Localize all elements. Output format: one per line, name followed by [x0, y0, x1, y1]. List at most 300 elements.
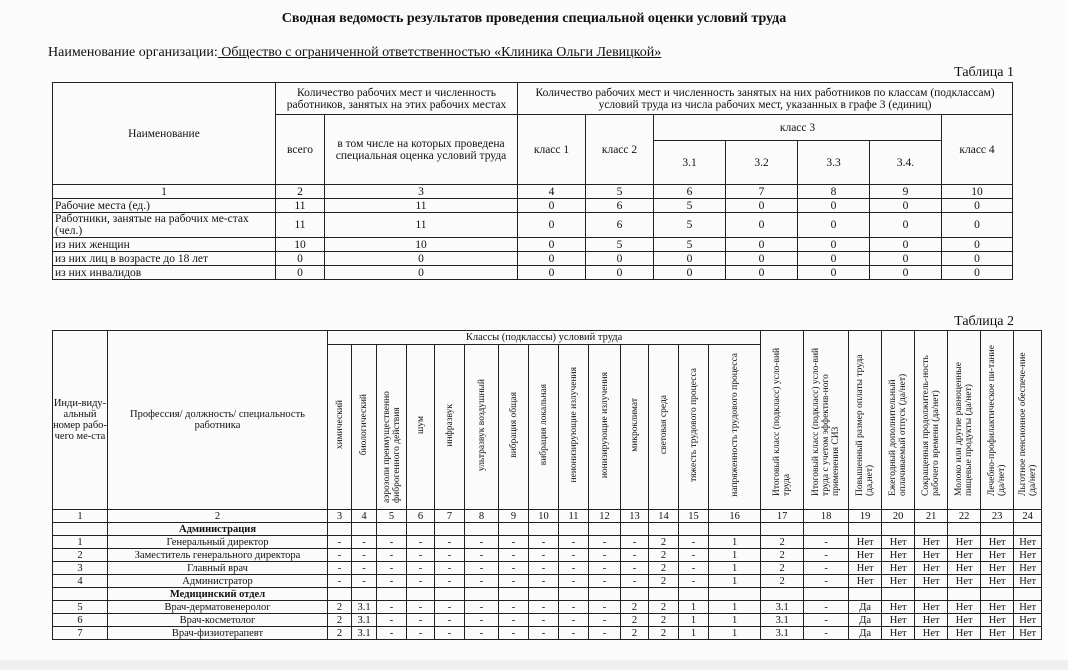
table-cell: 0: [654, 266, 726, 280]
table-cell: -: [559, 601, 589, 614]
table-cell: -: [679, 536, 709, 549]
header-factor-column: [352, 345, 377, 510]
row-label: из них женщин: [53, 238, 276, 252]
table-cell: -: [407, 601, 435, 614]
table-row: [53, 252, 1013, 266]
table-cell: -: [465, 614, 499, 627]
table-cell: 0: [726, 252, 798, 266]
header-factor-column: [559, 345, 589, 510]
table-cell: Нет: [882, 536, 915, 549]
table-cell: 0: [870, 238, 942, 252]
table-cell: 5: [654, 199, 726, 213]
table-cell: 0: [276, 252, 325, 266]
table-cell: 0: [276, 266, 325, 280]
table-cell: -: [589, 575, 621, 588]
table-cell: 2: [649, 562, 679, 575]
table-cell: 4: [53, 575, 108, 588]
table-cell: 3.1: [352, 601, 377, 614]
table-cell: -: [529, 601, 559, 614]
table-cell: Нет: [882, 549, 915, 562]
header-extra-label: Молоко или другие равноценные пищевые продукты (да/нет): [954, 361, 975, 496]
row-label: Работники, занятые на рабочих ме-стах (чел.): [53, 213, 276, 238]
header-total: всего: [276, 115, 325, 185]
table-cell: -: [621, 536, 649, 549]
table-cell: -: [559, 614, 589, 627]
table-cell: 6: [586, 199, 654, 213]
table-cell: Нет: [915, 549, 948, 562]
table-cell: -: [435, 601, 465, 614]
header-factor-column: [328, 345, 352, 510]
table-cell: 1: [709, 536, 761, 549]
organization-line: [48, 45, 661, 61]
table-cell: -: [377, 536, 407, 549]
table-row: [53, 213, 1013, 238]
table-cell: -: [465, 601, 499, 614]
column-number: 1: [53, 510, 108, 523]
table-cell: -: [407, 575, 435, 588]
table-cell: Нет: [1014, 601, 1042, 614]
table-cell: Нет: [915, 601, 948, 614]
table-cell: 2: [649, 536, 679, 549]
table-cell: -: [499, 562, 529, 575]
table-cell: Нет: [981, 575, 1014, 588]
header-factor-label: вибрация локальная: [538, 384, 549, 466]
column-number: 13: [621, 510, 649, 523]
table-cell: -: [499, 627, 529, 640]
table-row: [53, 627, 1042, 640]
column-number-row: [53, 185, 1013, 199]
table-cell: Нет: [915, 575, 948, 588]
table-cell: -: [804, 562, 849, 575]
table-cell: -: [465, 549, 499, 562]
table-cell: -: [589, 601, 621, 614]
header-class3-4: 3.4.: [870, 141, 942, 185]
table-cell: 0: [726, 199, 798, 213]
header-extra-column: [1014, 331, 1042, 510]
table-cell: 2: [761, 562, 804, 575]
column-number: 7: [726, 185, 798, 199]
table-cell: 0: [586, 252, 654, 266]
table-cell: 2: [761, 575, 804, 588]
table-cell: 11: [325, 213, 518, 238]
header-factor-column: [529, 345, 559, 510]
header-factor-label: химический: [334, 400, 345, 450]
table-cell: Нет: [948, 627, 981, 640]
table-cell: -: [499, 536, 529, 549]
header-workplace-count: Количество рабочих мест и численность работников, занятых на этих рабочих местах: [276, 83, 518, 115]
table-cell: 10: [325, 238, 518, 252]
table-cell: 3: [53, 562, 108, 575]
table-cell: 2: [761, 536, 804, 549]
header-factor-column: [499, 345, 529, 510]
table-cell: 1: [709, 627, 761, 640]
table-cell: Нет: [1014, 614, 1042, 627]
table-cell: 0: [870, 252, 942, 266]
table-cell: 3.1: [352, 627, 377, 640]
table-cell: 3.1: [761, 627, 804, 640]
header-extra-label: Льготное пенсионное обеспече-ние (да/нет): [1017, 352, 1038, 496]
table-cell: -: [435, 614, 465, 627]
table-cell: Нет: [981, 562, 1014, 575]
table-row: [53, 601, 1042, 614]
table-cell: 2: [649, 627, 679, 640]
table-cell: 3.1: [761, 601, 804, 614]
table-cell: 1: [709, 575, 761, 588]
table-cell: -: [465, 562, 499, 575]
table-cell: -: [407, 536, 435, 549]
table-cell: 1: [679, 627, 709, 640]
row-label: из них лиц в возрасте до 18 лет: [53, 252, 276, 266]
header-extra-column: [915, 331, 948, 510]
header-class3-3: 3.3: [798, 141, 870, 185]
table-cell: 0: [586, 266, 654, 280]
header-assessed: в том числе на которых проведена специальная оценка условий труда: [325, 115, 518, 185]
table-cell: -: [589, 627, 621, 640]
table-cell: Нет: [915, 627, 948, 640]
table-cell: Нет: [915, 562, 948, 575]
column-number: 23: [981, 510, 1014, 523]
header-class4: класс 4: [942, 115, 1013, 185]
table-cell: Нет: [948, 575, 981, 588]
table-cell: -: [559, 549, 589, 562]
table-cell: 0: [726, 213, 798, 238]
header-factor-column: [621, 345, 649, 510]
table-cell: 2: [328, 627, 352, 640]
table-cell: -: [804, 601, 849, 614]
table-cell: -: [499, 614, 529, 627]
table-cell: -: [377, 627, 407, 640]
table-cell: 5: [586, 238, 654, 252]
table-cell: 1: [679, 614, 709, 627]
header-factor-label: тяжесть трудового процесса: [688, 368, 699, 482]
table-cell: Нет: [849, 549, 882, 562]
table-cell: -: [407, 627, 435, 640]
profession-cell: Врач-физиотерапевт: [108, 627, 328, 640]
table-cell: -: [529, 575, 559, 588]
header-factor-column: [435, 345, 465, 510]
header-factor-label: вибрация общая: [508, 392, 519, 458]
table-cell: -: [589, 549, 621, 562]
table-cell: 0: [518, 252, 586, 266]
table-cell: -: [465, 627, 499, 640]
row-label: из них инвалидов: [53, 266, 276, 280]
table-cell: -: [407, 562, 435, 575]
column-number: 21: [915, 510, 948, 523]
table-cell: Нет: [981, 627, 1014, 640]
table-cell: -: [804, 549, 849, 562]
table-cell: 0: [798, 238, 870, 252]
organization-label: Наименование организации:: [48, 45, 218, 60]
row-label: Рабочие места (ед.): [53, 199, 276, 213]
header-factor-label: биологический: [359, 394, 369, 456]
table-cell: -: [377, 601, 407, 614]
table-cell: -: [559, 575, 589, 588]
table-cell: 2: [621, 614, 649, 627]
column-number-row: [53, 510, 1042, 523]
column-number: 6: [654, 185, 726, 199]
table-cell: Нет: [948, 536, 981, 549]
table-cell: Да: [849, 614, 882, 627]
header-condition-classes: Классы (подклассы) условий труда: [328, 331, 761, 345]
table-cell: -: [804, 627, 849, 640]
table-cell: -: [679, 575, 709, 588]
table-cell: 0: [518, 266, 586, 280]
workplace-table: [52, 330, 1042, 640]
table1-caption: Таблица 1: [954, 65, 1014, 80]
table-cell: 11: [276, 213, 325, 238]
column-number: 19: [849, 510, 882, 523]
table-cell: -: [377, 575, 407, 588]
table-cell: -: [529, 627, 559, 640]
header-class3: класс 3: [654, 115, 942, 141]
table-cell: 0: [870, 266, 942, 280]
document-title: Сводная ведомость результатов проведения специальной оценки условий труда: [281, 11, 787, 26]
table-cell: 3.1: [761, 614, 804, 627]
table-cell: 2: [649, 549, 679, 562]
table-cell: 2: [649, 601, 679, 614]
column-number: 18: [804, 510, 849, 523]
column-number: 5: [586, 185, 654, 199]
table-cell: -: [804, 536, 849, 549]
table-cell: 1: [53, 536, 108, 549]
table-cell: Нет: [849, 575, 882, 588]
header-factor-label: ионизирующие излучения: [599, 371, 610, 479]
table-cell: 0: [798, 199, 870, 213]
table-cell: Нет: [849, 562, 882, 575]
table-cell: 10: [276, 238, 325, 252]
header-class1: класс 1: [518, 115, 586, 185]
table-cell: 0: [942, 213, 1013, 238]
table-cell: 1: [709, 614, 761, 627]
header-factor-label: неионизирующие излучения: [568, 367, 579, 483]
table-row: [53, 266, 1013, 280]
profession-cell: Администратор: [108, 575, 328, 588]
table-row: [53, 575, 1042, 588]
table-cell: -: [435, 549, 465, 562]
column-number: 16: [709, 510, 761, 523]
table-cell: -: [529, 562, 559, 575]
summary-table: [52, 82, 1013, 280]
table-cell: -: [377, 549, 407, 562]
header-extra-column: [882, 331, 915, 510]
column-number: 4: [352, 510, 377, 523]
header-factor-label: шум: [415, 416, 426, 434]
header-extra-column: [804, 331, 849, 510]
table-cell: -: [559, 562, 589, 575]
table-cell: -: [435, 627, 465, 640]
table-cell: Нет: [882, 562, 915, 575]
header-extra-column: [849, 331, 882, 510]
column-number: 11: [559, 510, 589, 523]
table-cell: -: [328, 549, 352, 562]
table-cell: 2: [328, 614, 352, 627]
header-extra-column: [948, 331, 981, 510]
table-cell: Нет: [882, 614, 915, 627]
column-number: 22: [948, 510, 981, 523]
table-cell: 0: [942, 199, 1013, 213]
column-number: 2: [108, 510, 328, 523]
table-cell: -: [679, 549, 709, 562]
table-cell: 0: [726, 266, 798, 280]
table-cell: -: [435, 575, 465, 588]
column-number: 2: [276, 185, 325, 199]
table-cell: 1: [709, 562, 761, 575]
table-cell: 5: [654, 238, 726, 252]
profession-cell: Врач-косметолог: [108, 614, 328, 627]
header-factor-label: микроклимат: [629, 398, 640, 452]
table-cell: -: [377, 562, 407, 575]
table-cell: -: [465, 536, 499, 549]
header-factor-label: световая среда: [658, 395, 669, 455]
table-cell: -: [589, 614, 621, 627]
table-cell: -: [499, 601, 529, 614]
table-cell: 0: [942, 266, 1013, 280]
column-number: 14: [649, 510, 679, 523]
table-cell: 2: [328, 601, 352, 614]
table-cell: -: [589, 562, 621, 575]
table-cell: -: [559, 536, 589, 549]
column-number: 3: [325, 185, 518, 199]
header-extra-column: [761, 331, 804, 510]
table-cell: 11: [276, 199, 325, 213]
header-extra-label: Ежегодный дополнительный оплачиваемый отпуск (да/нет): [888, 373, 909, 496]
table-cell: Нет: [981, 601, 1014, 614]
header-factor-column: [649, 345, 679, 510]
column-number: 4: [518, 185, 586, 199]
table-cell: -: [499, 549, 529, 562]
table-cell: Нет: [1014, 549, 1042, 562]
table-cell: -: [589, 536, 621, 549]
header-extra-label: Итоговый класс (подкласс) усло-вий труда: [772, 347, 793, 496]
table-cell: Нет: [948, 614, 981, 627]
table-cell: -: [621, 575, 649, 588]
header-class3-1: 3.1: [654, 141, 726, 185]
profession-cell: Генеральный директор: [108, 536, 328, 549]
table-cell: -: [352, 549, 377, 562]
table-cell: 2: [761, 549, 804, 562]
table-cell: 5: [654, 213, 726, 238]
column-number: 12: [589, 510, 621, 523]
table-cell: Нет: [1014, 536, 1042, 549]
table-cell: Нет: [1014, 575, 1042, 588]
table-cell: -: [328, 536, 352, 549]
column-number: 9: [870, 185, 942, 199]
table-cell: 2: [649, 614, 679, 627]
table-cell: 1: [709, 549, 761, 562]
table2-caption: Таблица 2: [954, 314, 1014, 329]
header-factor-column: [709, 345, 761, 510]
table-cell: Нет: [882, 627, 915, 640]
column-number: 8: [465, 510, 499, 523]
table-cell: Нет: [981, 614, 1014, 627]
table-row: [53, 562, 1042, 575]
column-number: 9: [499, 510, 529, 523]
header-extra-label: Повышенный размер оплаты труда (да,нет): [855, 354, 876, 496]
table-cell: -: [407, 549, 435, 562]
header-factor-label: напряженность трудового процесса: [729, 353, 740, 497]
table-row: [53, 614, 1042, 627]
header-name: Наименование: [53, 83, 276, 185]
column-number: 24: [1014, 510, 1042, 523]
table-cell: Нет: [915, 536, 948, 549]
table-cell: 0: [798, 252, 870, 266]
table-cell: Да: [849, 627, 882, 640]
table-row: [53, 536, 1042, 549]
table-cell: 7: [53, 627, 108, 640]
header-class2: класс 2: [586, 115, 654, 185]
table-cell: Нет: [882, 601, 915, 614]
table-cell: 0: [942, 252, 1013, 266]
header-classes: Количество рабочих мест и численность занятых на них работников по классам (подклассам) условий труда из числа рабочих мест, указанных в графе 3 (единиц): [518, 83, 1013, 115]
table-cell: 0: [518, 213, 586, 238]
table-cell: Нет: [915, 614, 948, 627]
table-cell: 6: [53, 614, 108, 627]
table-cell: 2: [53, 549, 108, 562]
table-cell: 0: [942, 238, 1013, 252]
table-cell: 0: [518, 199, 586, 213]
header-extra-label: Лечебно-профилактическое пи-тание (да/нет): [987, 345, 1008, 496]
table-cell: 0: [726, 238, 798, 252]
section-title: Медицинский отдел: [108, 588, 328, 601]
header-factor-label: инфразвук: [444, 403, 455, 447]
column-number: 1: [53, 185, 276, 199]
table-cell: -: [679, 562, 709, 575]
table-cell: 0: [798, 266, 870, 280]
table-cell: Нет: [849, 536, 882, 549]
header-class3-2: 3.2: [726, 141, 798, 185]
table-cell: -: [559, 627, 589, 640]
table-cell: Нет: [1014, 562, 1042, 575]
table-cell: -: [621, 562, 649, 575]
column-number: 3: [328, 510, 352, 523]
table-cell: -: [407, 614, 435, 627]
organization-name: Общество с ограниченной ответственностью «Клиника Ольги Левицкой»: [217, 45, 662, 60]
table-cell: -: [377, 614, 407, 627]
column-number: 7: [435, 510, 465, 523]
header-factor-column: [465, 345, 499, 510]
column-number: 17: [761, 510, 804, 523]
table-cell: 2: [621, 601, 649, 614]
table-cell: -: [529, 549, 559, 562]
table-cell: Нет: [882, 575, 915, 588]
table-cell: 0: [518, 238, 586, 252]
column-number: 6: [407, 510, 435, 523]
profession-cell: Главный врач: [108, 562, 328, 575]
table-cell: -: [621, 549, 649, 562]
table-cell: Нет: [981, 536, 1014, 549]
header-extra-label: Итоговый класс (подкласс) усло-вий труда с учетом эффектив-ного применения СИЗ: [811, 347, 842, 496]
table-cell: -: [435, 536, 465, 549]
table-cell: -: [804, 575, 849, 588]
header-factor-label: ультразвук воздушный: [476, 378, 487, 472]
table-cell: -: [804, 614, 849, 627]
table-cell: 0: [870, 199, 942, 213]
table-cell: 1: [679, 601, 709, 614]
table-cell: 3.1: [352, 614, 377, 627]
table-cell: 1: [709, 601, 761, 614]
column-number: 8: [798, 185, 870, 199]
table-cell: -: [328, 575, 352, 588]
profession-cell: Заместитель генерального директора: [108, 549, 328, 562]
table-cell: 11: [325, 199, 518, 213]
column-number: 15: [679, 510, 709, 523]
table-cell: -: [529, 614, 559, 627]
table-cell: Нет: [981, 549, 1014, 562]
section-title: Администрация: [108, 523, 328, 536]
table-cell: Нет: [1014, 627, 1042, 640]
table-cell: Да: [849, 601, 882, 614]
table-cell: -: [328, 562, 352, 575]
